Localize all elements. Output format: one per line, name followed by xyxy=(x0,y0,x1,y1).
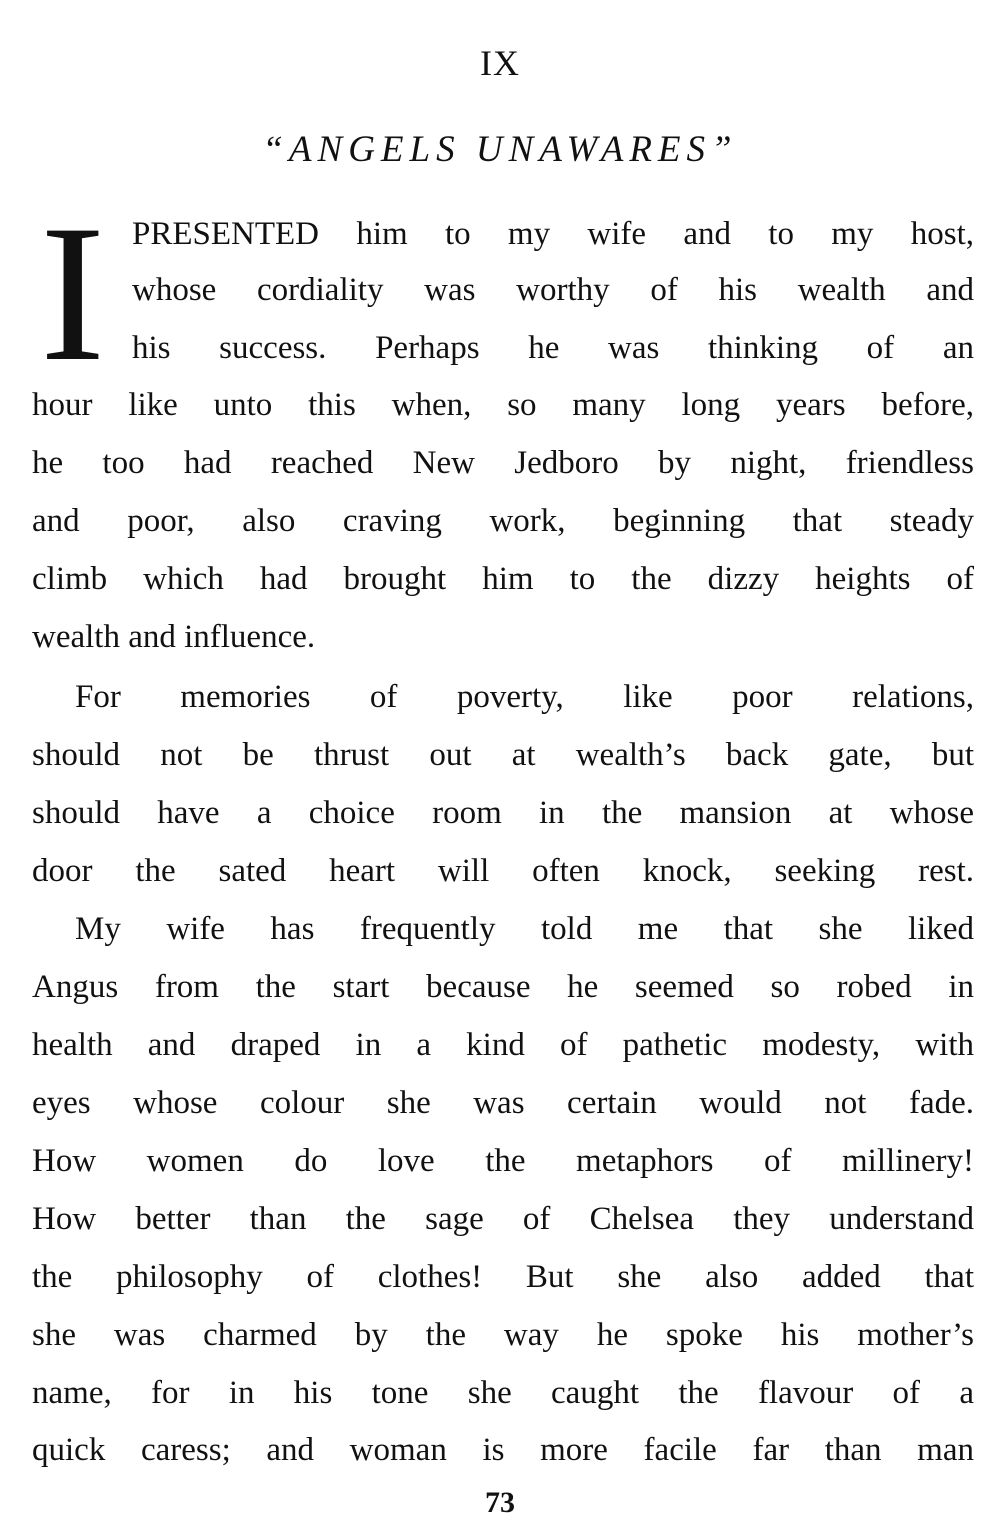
text-line: and poor, also craving work, beginning that steady xyxy=(32,503,974,539)
text-line: name, for in his tone she caught the flavour of a xyxy=(32,1375,974,1411)
text-line: Angus from the start because he seemed so robed in xyxy=(32,969,974,1005)
text-line: eyes whose colour she was certain would not fade. xyxy=(32,1085,974,1121)
text-line: whose cordiality was worthy of his wealth and xyxy=(132,272,974,308)
text-line: How better than the sage of Chelsea they understand xyxy=(32,1201,974,1237)
text-line: should not be thrust out at wealth’s back gate, but xyxy=(32,737,974,773)
text-line: climb which had brought him to the dizzy heights of xyxy=(32,561,974,597)
text-line: For memories of poverty, like poor relations, xyxy=(75,679,974,715)
chapter-title: “ANGELS UNAWARES” xyxy=(262,129,738,170)
text-line: health and draped in a kind of pathetic modesty, with xyxy=(32,1027,974,1063)
text-line: he too had reached New Jedboro by night, friendless xyxy=(32,445,974,481)
text-line: door the sated heart will often knock, seeking rest. xyxy=(32,853,974,889)
text-line: My wife has frequently told me that she liked xyxy=(75,911,974,947)
text-line: hour like unto this when, so many long years before, xyxy=(32,387,974,423)
text-line: should have a choice room in the mansion at whose xyxy=(32,795,974,831)
text-line: wealth and influence. xyxy=(32,619,316,655)
text-line: the philosophy of clothes! But she also added that xyxy=(32,1259,974,1295)
text-line: How women do love the metaphors of millinery! xyxy=(32,1143,974,1179)
page-number: 73 xyxy=(485,1486,515,1519)
text-line: PRESENTED him to my wife and to my host, xyxy=(132,216,974,252)
chapter-number: IX xyxy=(480,43,520,83)
text-line: she was charmed by the way he spoke his mother’s xyxy=(32,1317,974,1353)
text-line: his success. Perhaps he was thinking of an xyxy=(132,330,974,366)
text-line: quick caress; and woman is more facile far than man xyxy=(32,1432,974,1468)
drop-cap: I xyxy=(40,185,106,402)
